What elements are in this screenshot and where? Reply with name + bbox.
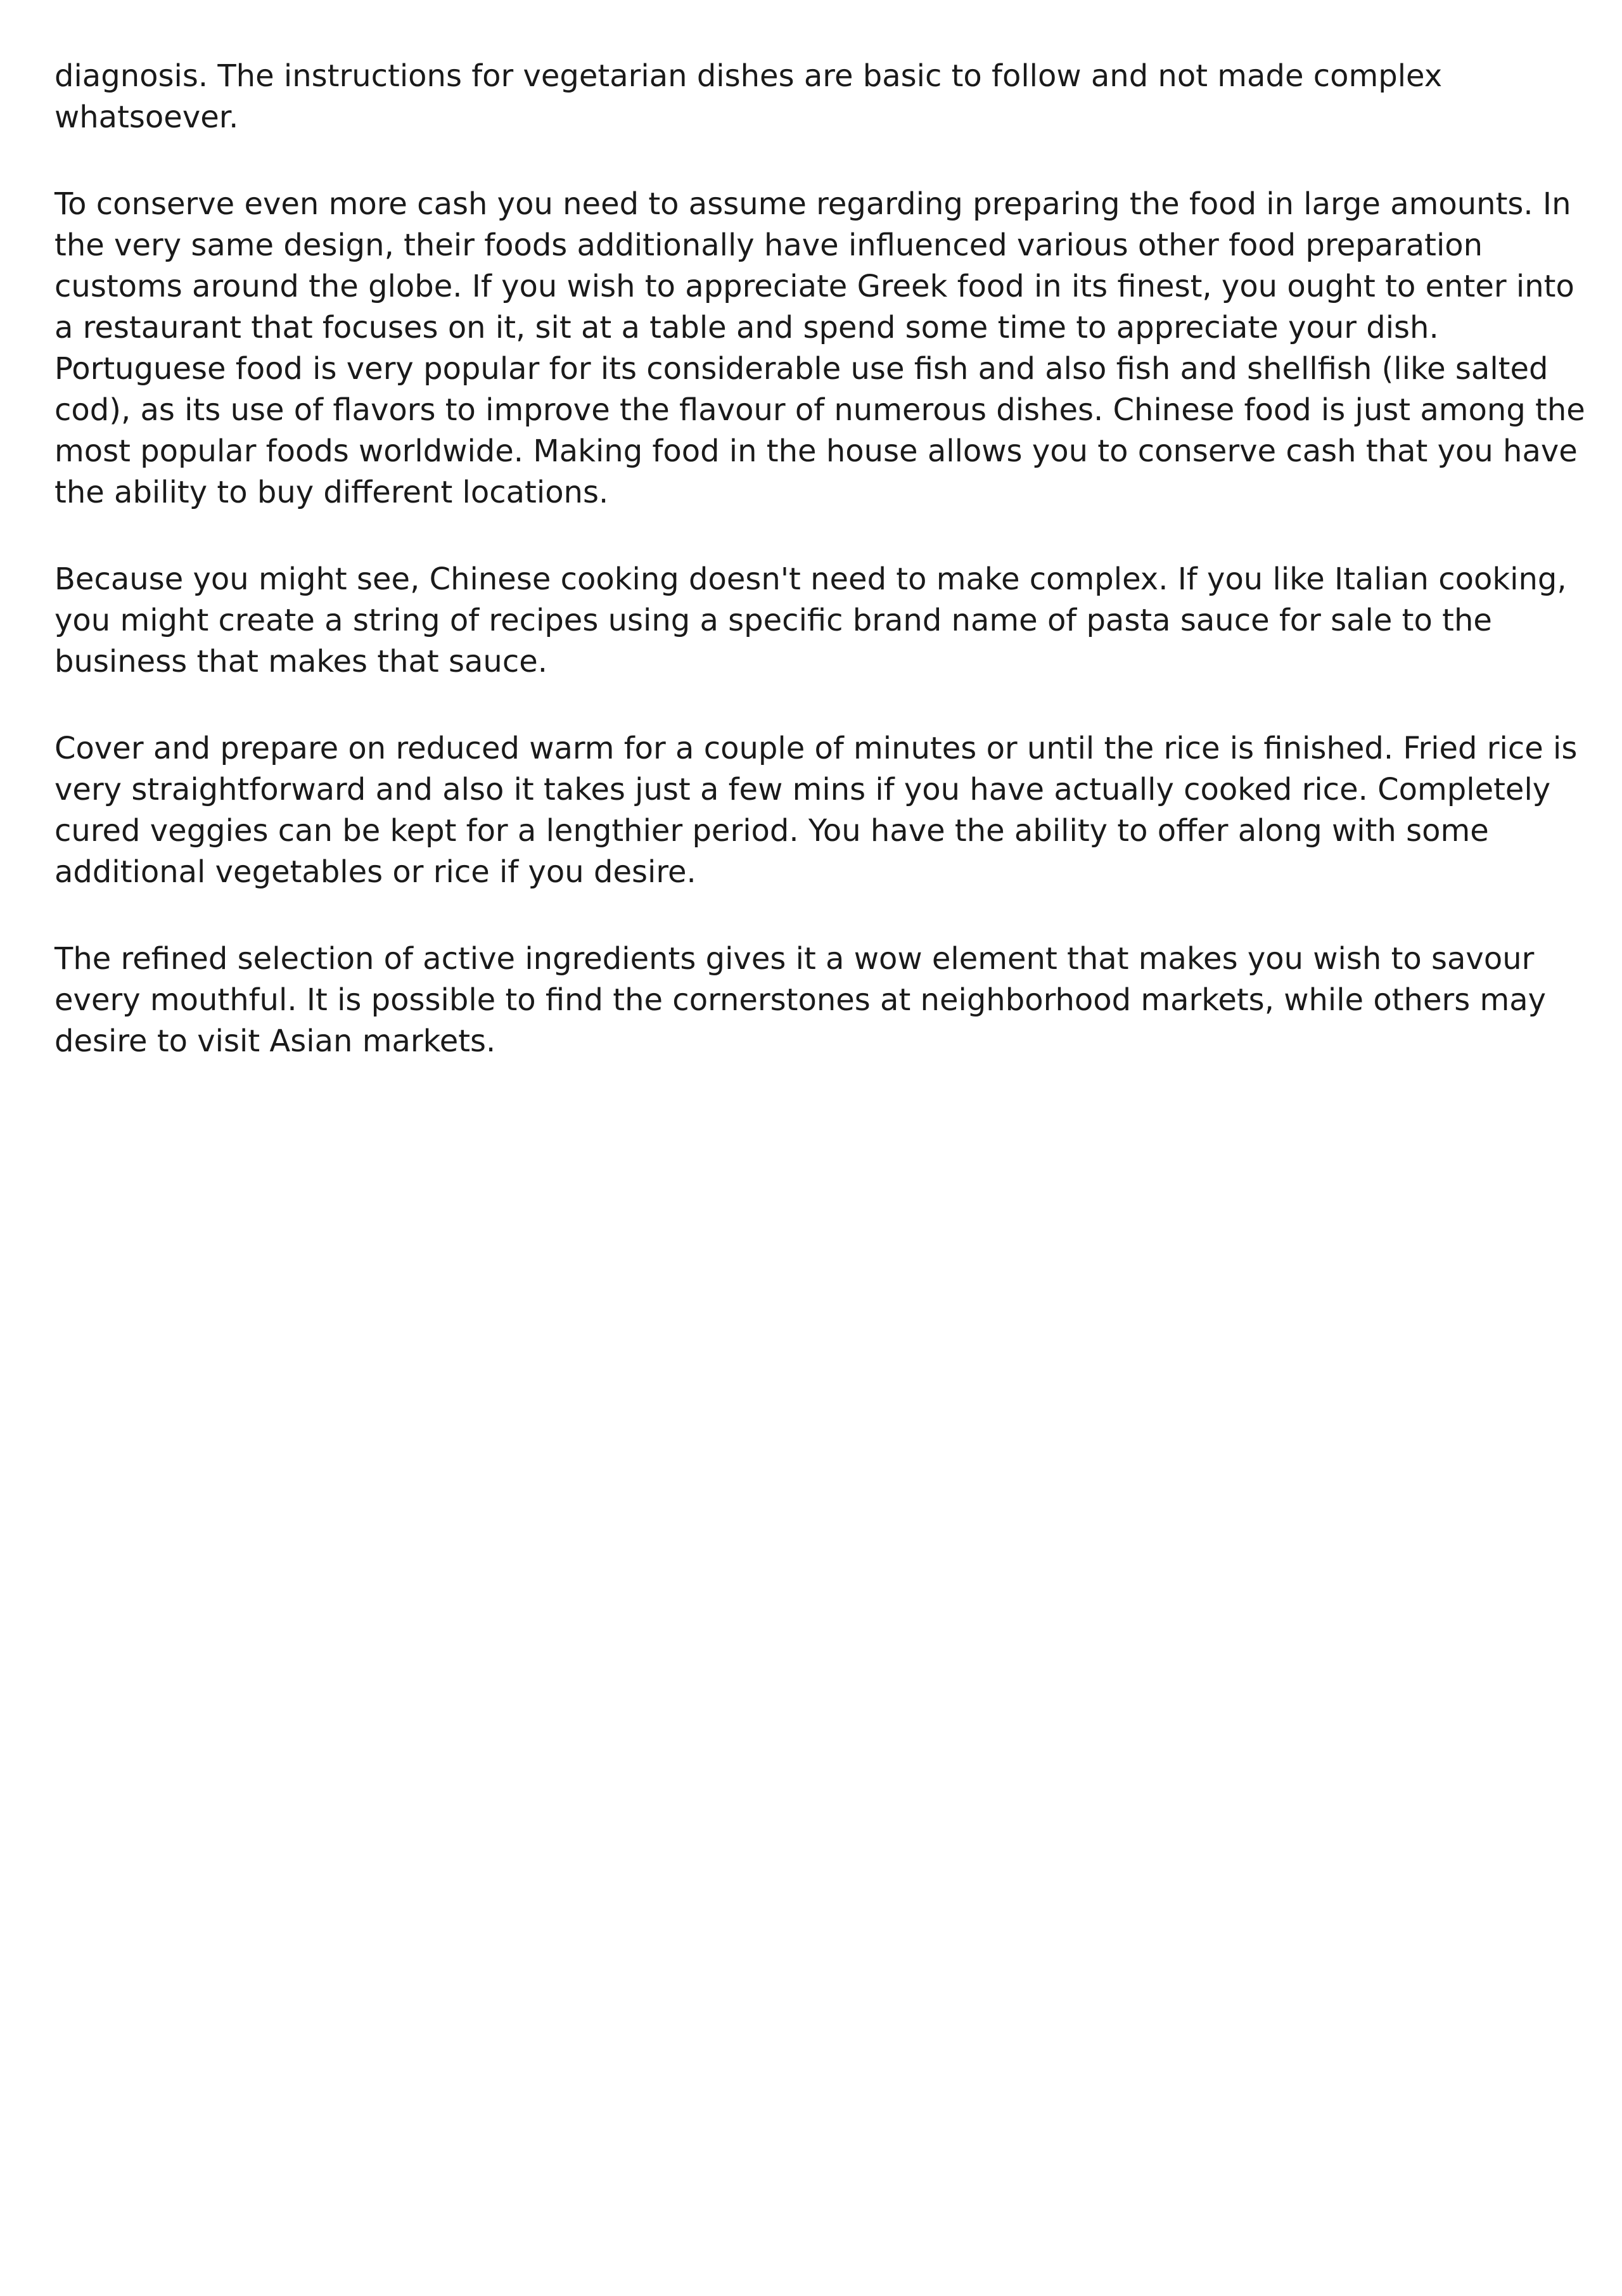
paragraph-3: Because you might see, Chinese cooking doesn't need to make complex. If you like Italian cooking, you might create a string of recipes using a specific brand name of pasta sauce for sale to the business that makes that sauce. [54, 561, 1567, 679]
document-body [54, 56, 1588, 1108]
paragraph-4: Cover and prepare on reduced warm for a couple of minutes or until the rice is finished. Fried rice is very straightforward and also it takes just a few mins if you have actually cooked rice. Completely cured veggies can be kept for a lengthier period. You have the ability to offer along with some additional vegetables or rice if you desire. [54, 731, 1578, 890]
paragraph-1: diagnosis. The instructions for vegetarian dishes are basic to follow and not made complex whatsoever. [54, 58, 1443, 135]
paragraph-5: The refined selection of active ingredients gives it a wow element that makes you wish to savour every mouthful. It is possible to find the cornerstones at neighborhood markets, while others may desire to visit Asian markets. [54, 941, 1547, 1059]
paragraph-2: To conserve even more cash you need to assume regarding preparing the food in large amounts. In the very same design, their foods additionally have influenced various other food preparation customs around the globe. If you wish to appreciate Greek food in its finest, you ought to enter into a restaurant that focuses on it, sit at a table and spend some time to appreciate your dish. Portuguese food is very popular for its considerable use fish and also fish and shellfish (like salted cod), as its use of flavors to improve the flavour of numerous dishes. Chinese food is just among the most popular foods worldwide. Making food in the house allows you to conserve cash that you have the ability to buy different locations. [54, 186, 1585, 510]
